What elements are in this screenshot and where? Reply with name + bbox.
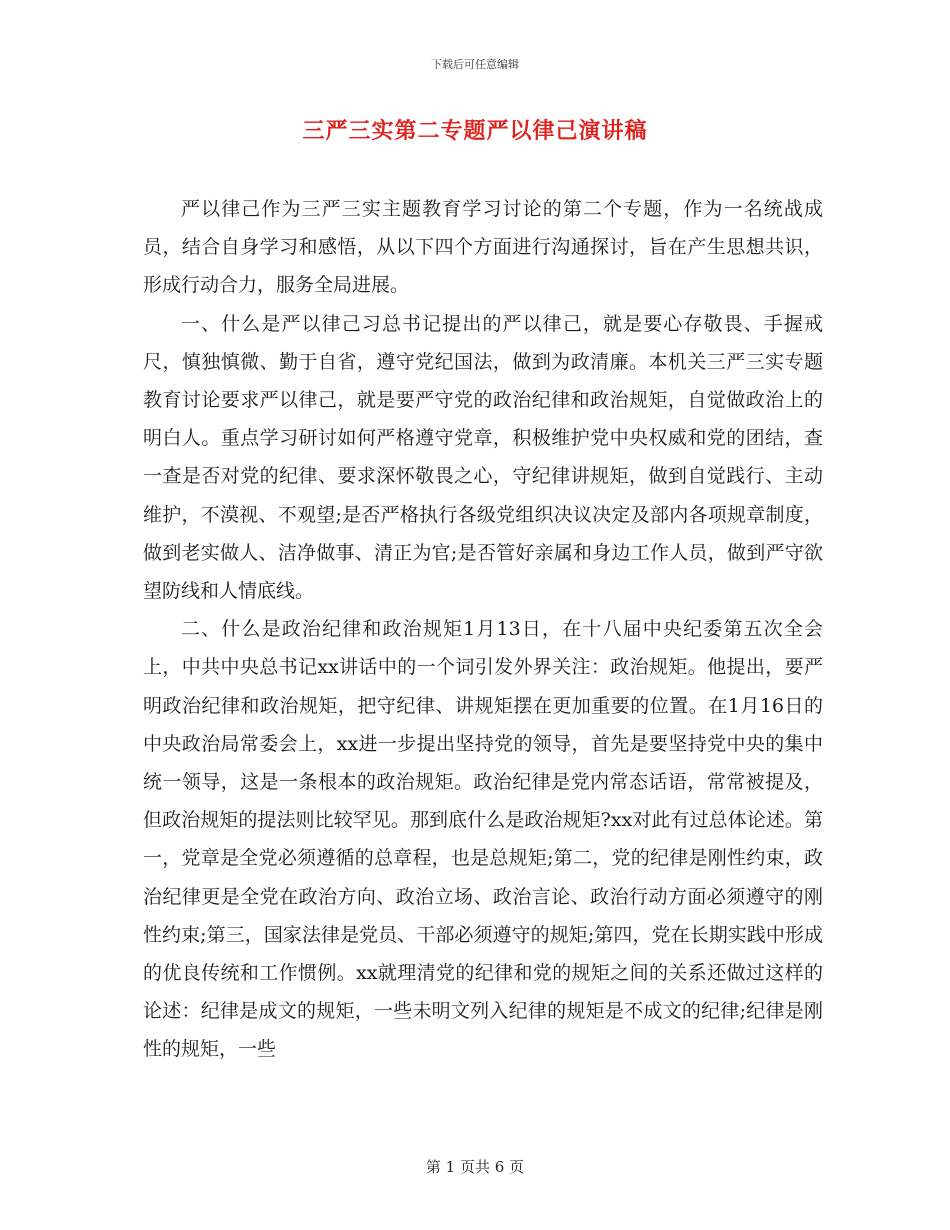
paragraph-section-2: 二、什么是政治纪律和政治规矩1月13日，在十八届中央纪委第五次全会上，中共中央总书记xx讲话中的一个词引发外界关注：政治规矩。他提出，要严明政治纪律和政治规矩，把守纪律、讲规矩摆在更加重要的位置。在1月16日的中央政治局常委会上，xx进一步提出坚持党的领导，首先是要坚持党中央的集中统一领导，这是一条根本的政治规矩。政治纪律是党内常态话语，常常被提及，但政治规矩的提法则比较罕见。那到底什么是政治规矩?xx对此有过总体论述。第一，党章是全党必须遵循的总章程，也是总规矩;第二，党的纪律是刚性约束，政治纪律更是全党在政治方向、政治立场、政治言论、政治行动方面必须遵守的刚性约束;第三，国家法律是党员、干部必须遵守的规矩;第四，党在长期实践中形成的优良传统和工作惯例。xx就理清党的纪律和党的规矩之间的关系还做过这样的论述：纪律是成文的规矩，一些未明文列入纪律的规矩是不成文的纪律;纪律是刚性的规矩，一些	[143, 618, 823, 1061]
page-footer: 第 1 页共 6 页	[425, 1158, 525, 1176]
paragraph-intro: 严以律己作为三严三实主题教育学习讨论的第二个专题，作为一名统战成员，结合自身学习和感悟，从以下四个方面进行沟通探讨，旨在产生思想共识，形成行动合力，服务全局进展。	[143, 198, 823, 297]
document-body	[143, 190, 823, 1069]
document-title: 三严三实第二专题严以律己演讲稿	[302, 118, 648, 144]
header-note: 下载后可任意编辑	[431, 58, 519, 71]
paragraph-section-1: 一、什么是严以律己习总书记提出的严以律己，就是要心存敬畏、手握戒尺，慎独慎微、勤于自省，遵守党纪国法，做到为政清廉。本机关三严三实专题教育讨论要求严以律己，就是要严守党的政治纪律和政治规矩，自觉做政治上的明白人。重点学习研讨如何严格遵守党章，积极维护党中央权威和党的团结，查一查是否对党的纪律、要求深怀敬畏之心，守纪律讲规矩，做到自觉践行、主动维护，不漠视、不观望;是否严格执行各级党组织决议决定及部内各项规章制度，做到老实做人、洁净做事、清正为官;是否管好亲属和身边工作人员，做到严守欲望防线和人情底线。	[143, 312, 823, 603]
